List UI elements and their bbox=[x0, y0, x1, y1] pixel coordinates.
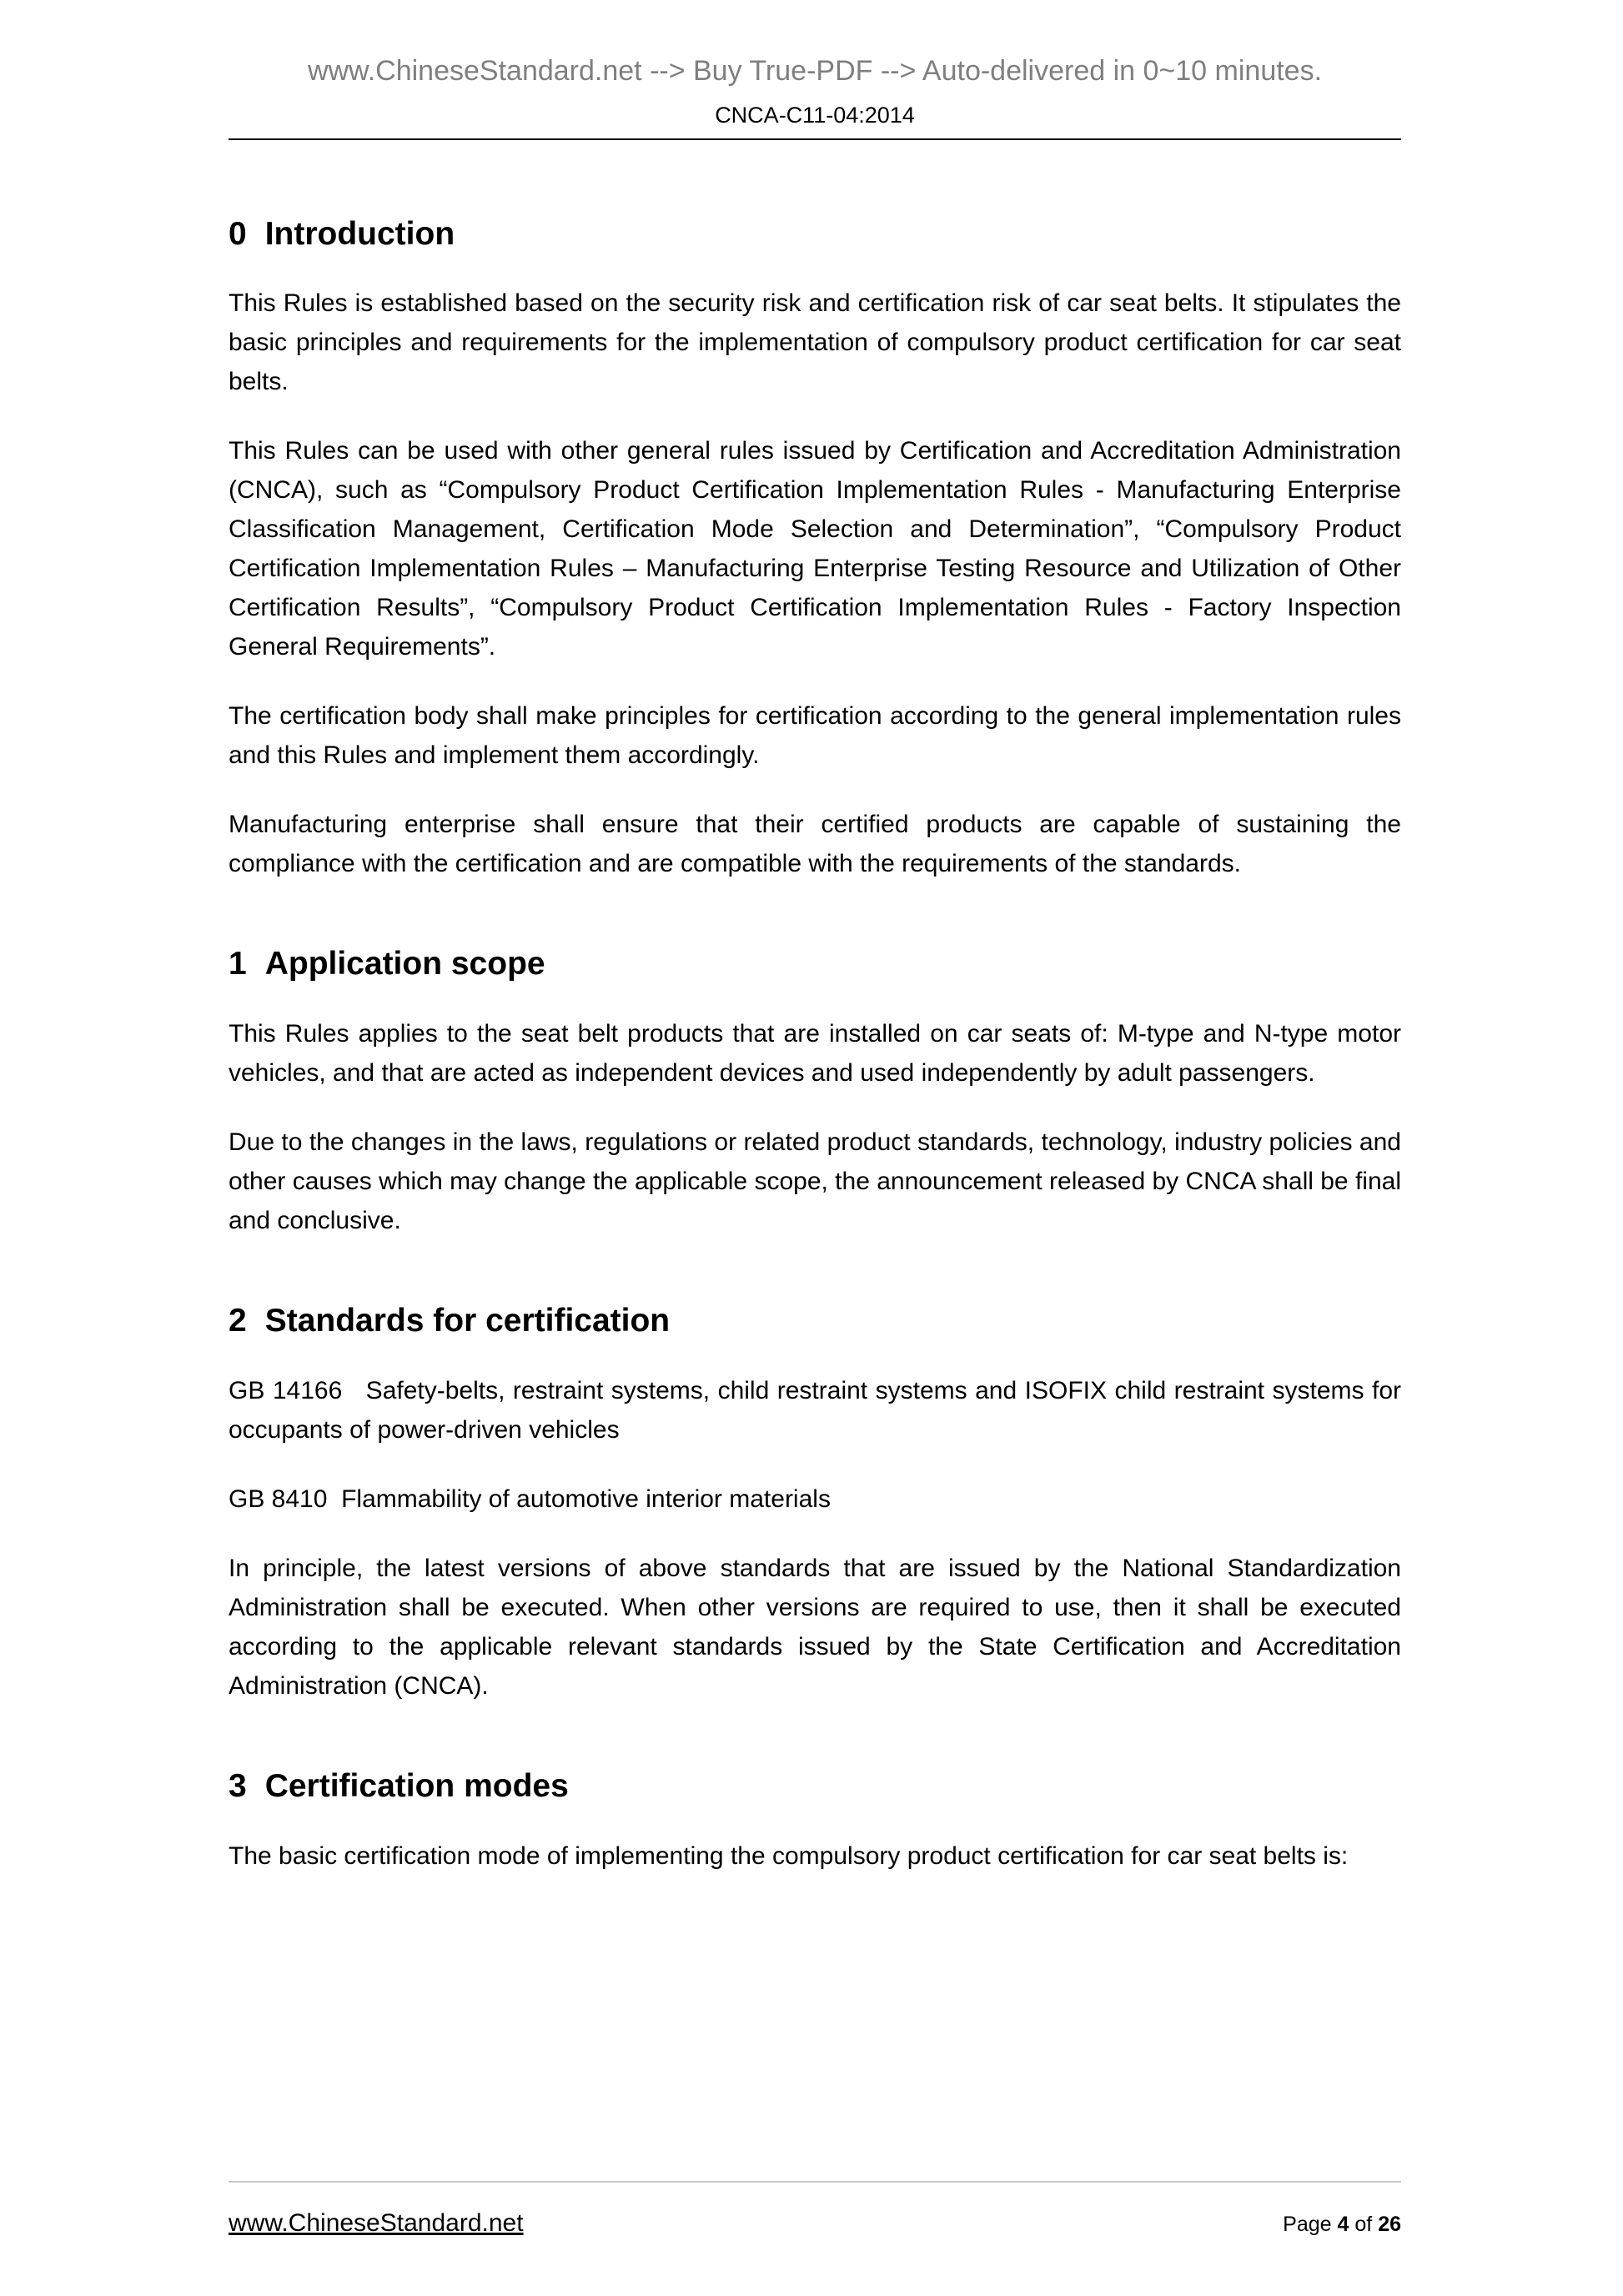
section-number: 3 bbox=[229, 1767, 247, 1804]
total-pages: 26 bbox=[1378, 2213, 1401, 2236]
page-word: Page bbox=[1283, 2213, 1332, 2236]
section-title: Application scope bbox=[264, 946, 545, 982]
paragraph: In principle, the latest versions of above standards that are issued by the National Standardization Administration shall be executed. When other versions are required to use, then it shall be executed according to the applicable relevant standards issued by the State Certification and Accreditation Administration (CNCA). bbox=[229, 1554, 1401, 1700]
section-title: Introduction bbox=[264, 215, 455, 252]
section-number: 0 bbox=[229, 215, 247, 252]
section-heading-standards bbox=[229, 1302, 1401, 1341]
document-id: CNCA-C11-04:2014 bbox=[715, 102, 915, 128]
paragraph: The certification body shall make principles for certification according to the general implementation rules and this Rules and implement them accordingly. bbox=[229, 702, 1401, 770]
paragraph: This Rules applies to the seat belt products that are installed on car seats of: M-type and N-type motor vehicles, and that are acted as independent devices and used independently by adult passengers. bbox=[229, 1020, 1401, 1088]
paragraph: GB 8410 Flammability of automotive interior materials bbox=[229, 1485, 831, 1513]
page-number: 4 bbox=[1337, 2213, 1349, 2236]
paragraph: This Rules can be used with other general rules issued by Certification and Accreditation Administration (CNCA), such as “Compulsory Product Certification Implementation Rules - Manufacturing Enterprise Classification Management, Certification Mode Selection and Determination”, “Compulsory Product Certification Implementation Rules – Manufacturing Enterprise Testing Resource and Utilization of Other Certification Results”, “Compulsory Product Certification Implementation Rules - Factory Inspection General Requirements”. bbox=[229, 437, 1401, 661]
section-heading-introduction bbox=[229, 215, 1401, 254]
footer-site-link[interactable]: www.ChineseStandard.net bbox=[229, 2209, 524, 2237]
paragraph: Due to the changes in the laws, regulations or related product standards, technology, industry policies and other causes which may change the applicable scope, the announcement released by CNCA shall be final and conclusive. bbox=[229, 1128, 1401, 1235]
paragraph: The basic certification mode of implementing the compulsory product certification for car seat belts is: bbox=[229, 1841, 1349, 1870]
footer-row bbox=[229, 2209, 1401, 2238]
section-title: Standards for certification bbox=[264, 1303, 671, 1339]
section-number: 1 bbox=[229, 946, 247, 982]
section-heading-certification-modes bbox=[229, 1767, 1401, 1806]
section-number: 2 bbox=[229, 1303, 247, 1339]
paragraph: Manufacturing enterprise shall ensure that their certified products are capable of sustaining the compliance with the certification and are compatible with the requirements of the standards. bbox=[229, 811, 1401, 878]
paragraph: This Rules is established based on the security risk and certification risk of car seat belts. It stipulates the basic principles and requirements for the implementation of compulsory product certification for car seat belts. bbox=[229, 289, 1401, 396]
paragraph: GB 14166 Safety-belts, restraint systems, child restraint systems and ISOFIX child restraint systems for occupants of power-driven vehicles bbox=[229, 1376, 1401, 1444]
section-heading-application-scope bbox=[229, 945, 1401, 984]
section-title: Certification modes bbox=[264, 1767, 569, 1804]
page-header bbox=[229, 53, 1401, 140]
of-word: of bbox=[1354, 2213, 1373, 2236]
header-promo-text: www.ChineseStandard.net --> Buy True-PDF --> Auto-delivered in 0~10 minutes. bbox=[307, 55, 1323, 87]
page-footer bbox=[229, 2181, 1401, 2238]
document-body bbox=[229, 140, 1401, 2182]
footer-rule bbox=[229, 2181, 1401, 2183]
page-indicator bbox=[1283, 2213, 1401, 2237]
